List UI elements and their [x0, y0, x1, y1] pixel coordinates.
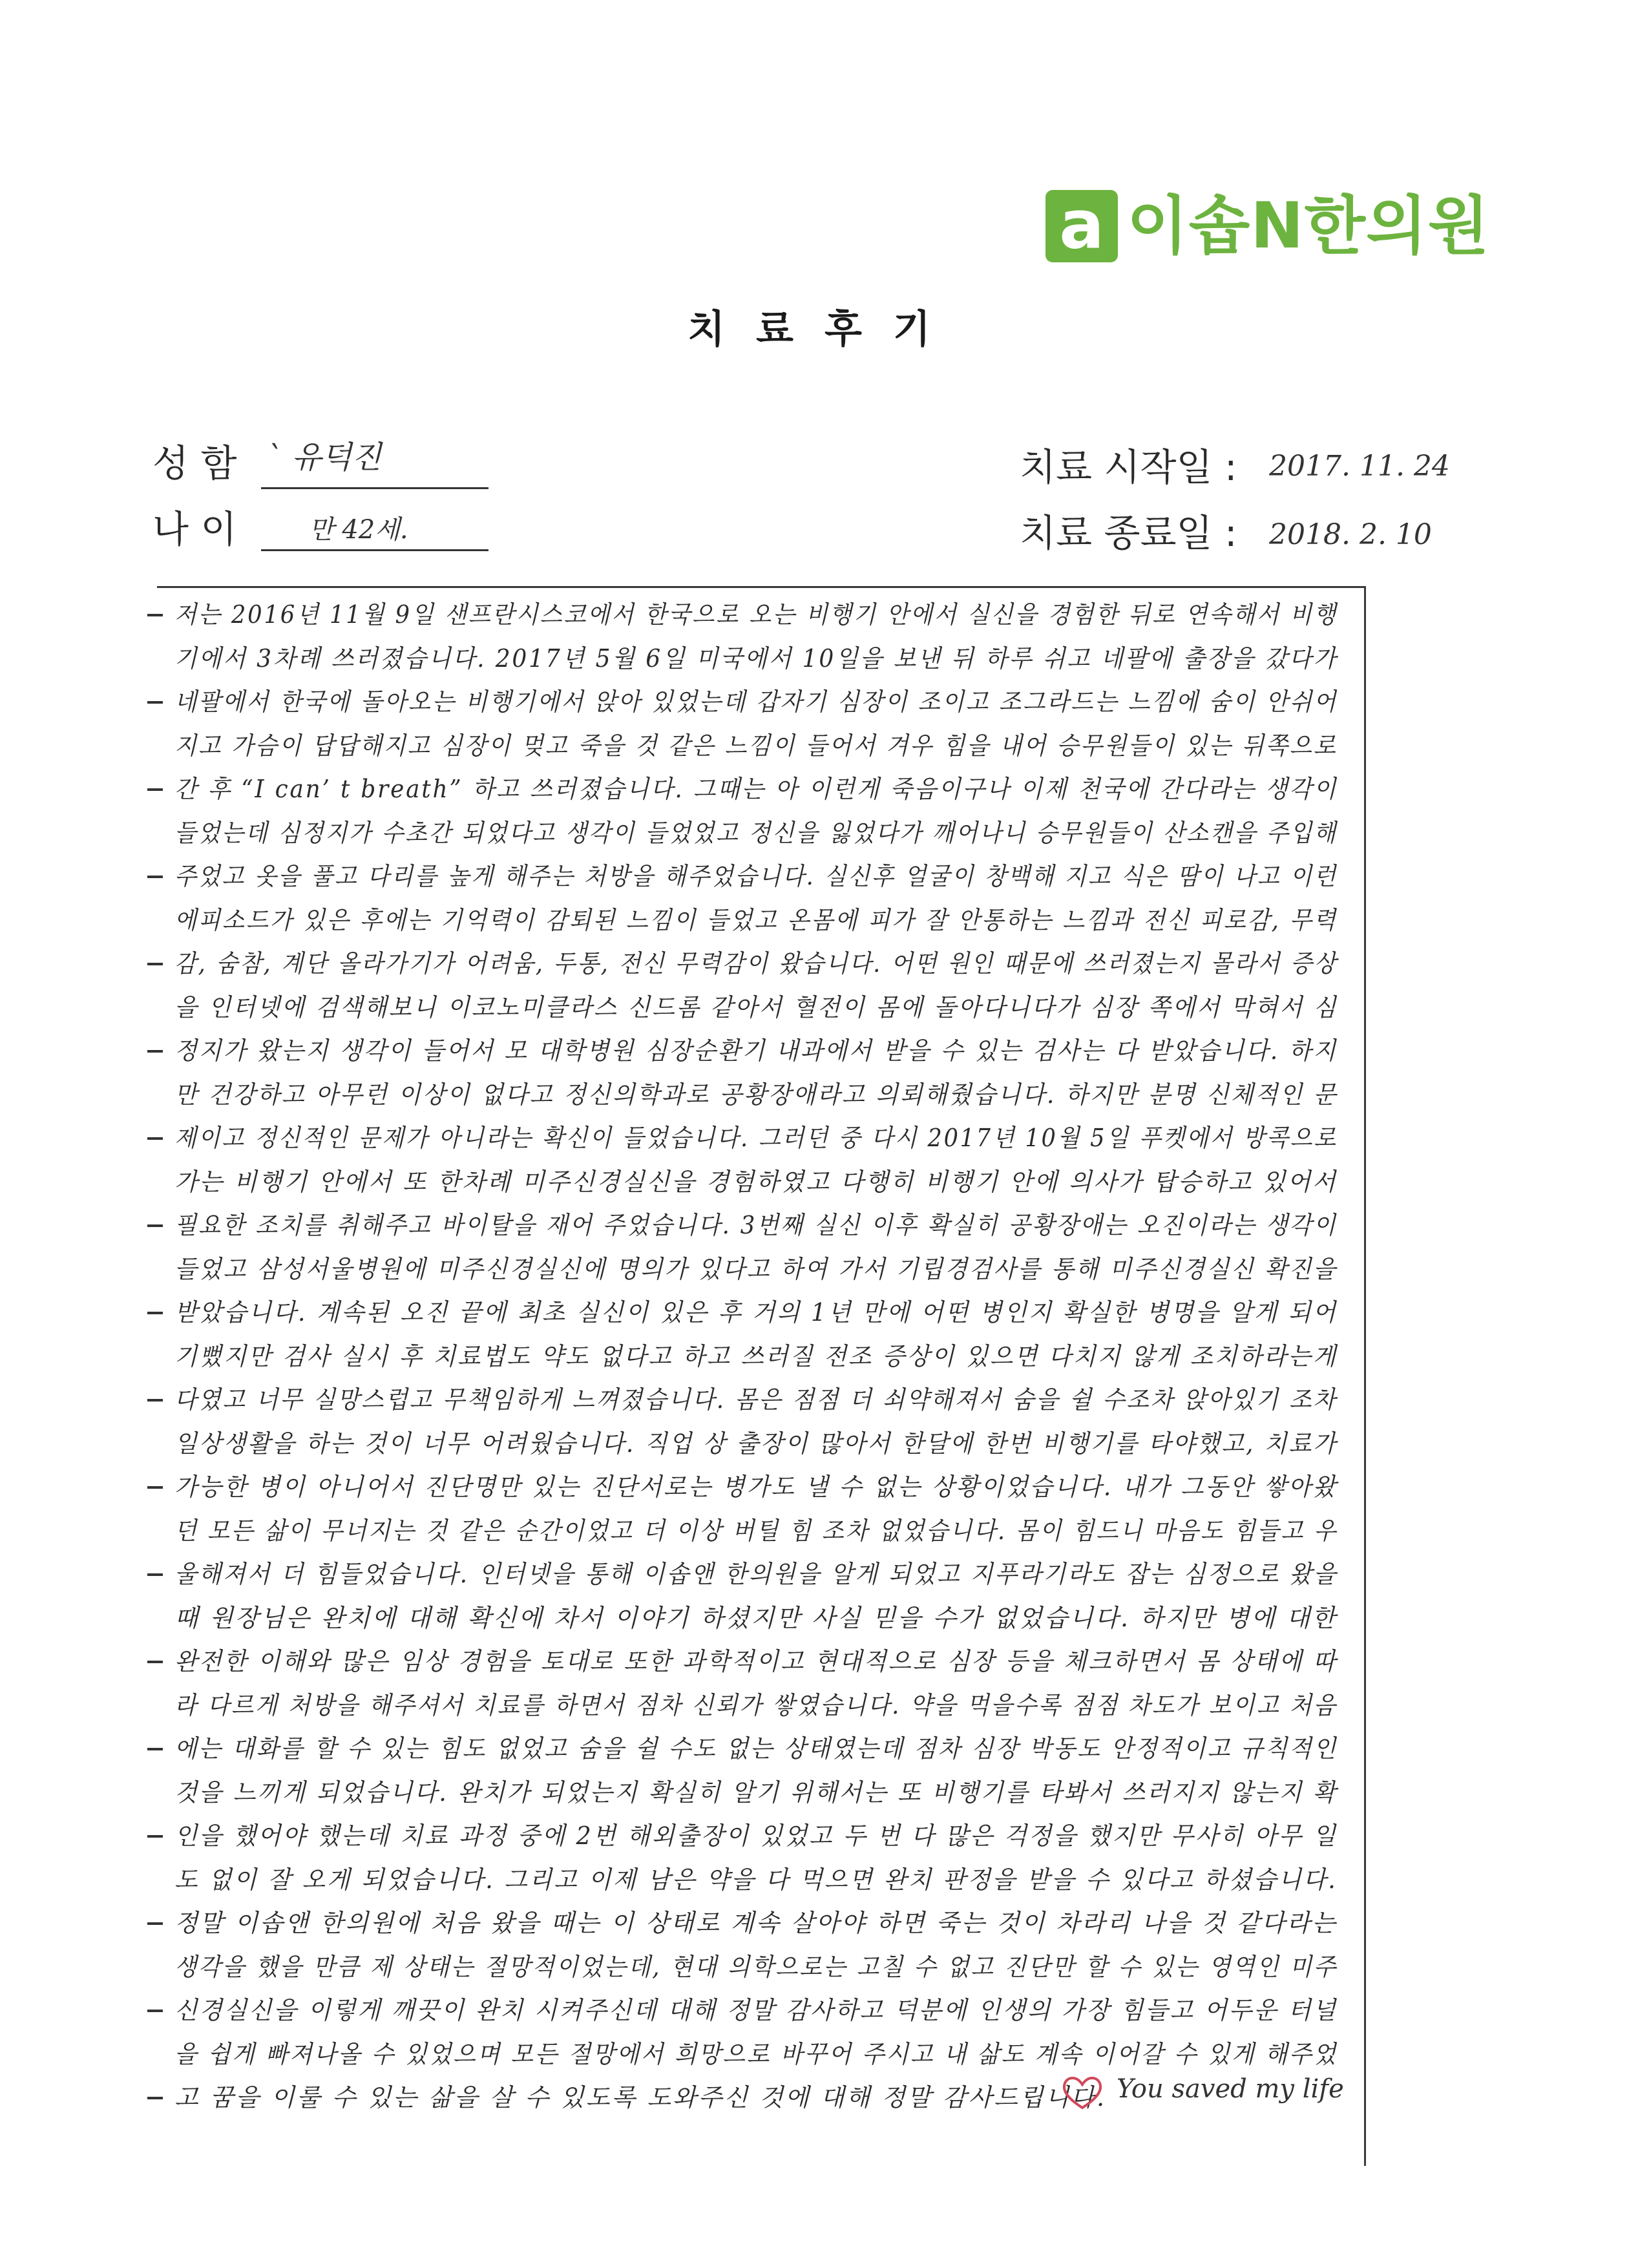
body-line: 필요한 조치를 취해주고 바이탈을 재어 주었습니다. 3번째 실신 이후 확실히 공황장애는 오진이라는 생각이 — [174, 1211, 1338, 1239]
clinic-logo — [1045, 187, 1489, 265]
margin-tick — [147, 1399, 163, 1402]
body-line: 가능한 병이 아니어서 진단명만 있는 진단서로는 병가도 낼 수 없는 상황이었습니다. 내가 그동안 쌓아왔 — [174, 1473, 1338, 1501]
age-label: 나 이 — [152, 507, 237, 551]
end-date-label: 치료 종료일 : — [1020, 511, 1237, 555]
start-date-value: 2017. 11. 24 — [1269, 450, 1450, 483]
margin-tick — [147, 1486, 163, 1489]
body-line: 고 꿈을 이룰 수 있는 삶을 살 수 있도록 도와주신 것에 대해 정말 감사드립니다. — [174, 2083, 1107, 2112]
body-line: 던 모든 삶이 무너지는 것 같은 순간이었고 더 이상 버틸 힘 조차 없었습니다. 몸이 힘드니 마음도 힘들고 우 — [174, 1516, 1338, 1545]
body-line: 정말 이솝앤 한의원에 처음 왔을 때는 이 상태로 계속 살아야 하면 죽는 것이 차라리 나을 것 같다라는 — [174, 1909, 1338, 1937]
body-line: 일상생활을 하는 것이 너무 어려웠습니다. 직업 상 출장이 많아서 한달에 한번 비행기를 타야했고, 치료가 — [174, 1429, 1338, 1458]
heart-icon — [1060, 2074, 1105, 2112]
margin-tick — [147, 1224, 163, 1227]
body-line: 들었고 삼성서울병원에 미주신경실신에 명의가 있다고 하여 가서 기립경검사를 통해 미주신경실신 확진을 — [174, 1254, 1338, 1283]
closing-signature: You saved my life — [1117, 2074, 1344, 2104]
name-underline — [261, 487, 488, 489]
body-line: 다였고 너무 실망스럽고 무책임하게 느껴졌습니다. 몸은 점점 더 쇠약해져서 숨을 쉴 수조차 앉아있기 조차 — [174, 1385, 1338, 1414]
start-date-label: 치료 시작일 : — [1020, 445, 1237, 489]
clinic-name: 이솝N한의원 — [1127, 189, 1490, 263]
body-line: 것을 느끼게 되었습니다. 완치가 되었는지 확실히 알기 위해서는 또 비행기를 타봐서 쓰러지지 않는지 확 — [174, 1778, 1338, 1807]
body-line: 완전한 이해와 많은 임상 경험을 토대로 또한 과학적이고 현대적으로 심장 등을 체크하면서 몸 상태에 따 — [174, 1647, 1338, 1675]
body-line: 받았습니다. 계속된 오진 끝에 최초 실신이 있은 후 거의 1년 만에 어떤 병인지 확실한 병명을 알게 되어 — [174, 1298, 1338, 1327]
age-underline — [261, 549, 488, 551]
margin-tick — [147, 1748, 163, 1750]
body-line: 인을 했어야 했는데 치료 과정 중에 2번 해외출장이 있었고 두 번 다 많은 걱정을 했지만 무사히 아무 일 — [174, 1822, 1338, 1850]
body-line: 신경실신을 이렇게 깨끗이 완치 시켜주신데 대해 정말 감사하고 덕분에 인생의 가장 힘들고 어두운 터널 — [174, 1996, 1338, 2024]
body-line: 생각을 했을 만큼 제 상태는 절망적이었는데, 현대 의학으로는 고칠 수 없고 진단만 할 수 있는 영역인 미주 — [174, 1952, 1338, 1981]
svg-text:a: a — [1059, 190, 1104, 262]
body-line: 기에서 3차례 쓰러졌습니다. 2017년 5월 6일 미국에서 10일을 보낸 뒤 하루 쉬고 네팔에 출장을 갔다가 — [174, 644, 1338, 673]
margin-tick — [147, 2097, 163, 2099]
body-line: 기뻤지만 검사 실시 후 치료법도 약도 없다고 하고 쓰러질 전조 증상이 있으면 다치지 않게 조치하라는게 — [174, 1341, 1338, 1370]
body-line: 을 쉽게 빠져나올 수 있었으며 모든 절망에서 희망으로 바꾸어 주시고 내 삶도 계속 이어갈 수 있게 해주었 — [174, 2039, 1338, 2068]
body-line: 네팔에서 한국에 돌아오는 비행기에서 앉아 있었는데 갑자기 심장이 조이고 조그라드는 느낌에 숨이 안쉬어 — [174, 688, 1338, 716]
body-line: 울해져서 더 힘들었습니다. 인터넷을 통해 이솝앤 한의원을 알게 되었고 지푸라기라도 잡는 심정으로 왔을 — [174, 1560, 1338, 1588]
margin-tick — [147, 614, 163, 616]
body-line: 정지가 왔는지 생각이 들어서 모 대학병원 심장순환기 내과에서 받을 수 있는 검사는 다 받았습니다. 하지 — [174, 1036, 1338, 1065]
body-line: 가는 비행기 안에서 또 한차례 미주신경실신을 경험하였고 다행히 비행기 안에 의사가 탑승하고 있어서 — [174, 1167, 1338, 1196]
document-title: 치료후기 — [688, 307, 961, 352]
margin-tick — [147, 788, 163, 791]
margin-tick — [147, 1050, 163, 1053]
name-value: ` 유덕진 — [266, 439, 382, 476]
body-line: 들었는데 심정지가 수초간 되었다고 생각이 들었었고 정신을 잃었다가 깨어나니 승무원들이 산소캔을 주입해 — [174, 818, 1338, 847]
body-line: 주었고 옷을 풀고 다리를 높게 해주는 처방을 해주었습니다. 실신후 얼굴이 창백해 지고 식은 땀이 나고 이런 — [174, 862, 1338, 890]
margin-tick — [147, 1835, 163, 1838]
body-line: 에피소드가 있은 후에는 기억력이 감퇴된 느낌이 들었고 온몸에 피가 잘 안통하는 느낌과 전신 피로감, 무력 — [174, 905, 1338, 934]
body-line: 도 없이 잘 오게 되었습니다. 그리고 이제 남은 약을 다 먹으면 완치 판정을 받을 수 있다고 하셨습니다. — [174, 1865, 1338, 1894]
body-line: 제이고 정신적인 문제가 아니라는 확신이 들었습니다. 그러던 중 다시 2017년 10월 5일 푸켓에서 방콕으로 — [174, 1124, 1338, 1152]
margin-tick — [147, 1312, 163, 1314]
end-date-value: 2018. 2. 10 — [1269, 518, 1432, 551]
margin-tick — [147, 1137, 163, 1140]
logo-a-icon — [1045, 190, 1118, 262]
body-line: 에는 대화를 할 수 있는 힘도 없었고 숨을 쉴 수도 없는 상태였는데 점차 심장 박동도 안정적이고 규칙적인 — [174, 1734, 1338, 1763]
body-line: 을 인터넷에 검색해보니 이코노미클라스 신드롬 같아서 혈전이 몸에 돌아다니다가 심장 쪽에서 막혀서 심 — [174, 992, 1338, 1022]
margin-tick — [147, 876, 163, 878]
body-line: 만 건강하고 아무런 이상이 없다고 정신의학과로 공황장애라고 의뢰해줬습니다. 하지만 분명 신체적인 문 — [174, 1080, 1338, 1109]
body-line: 지고 가슴이 답답해지고 심장이 멎고 죽을 것 같은 느낌이 들어서 겨우 힘을 내어 승무원들이 있는 뒤쪽으로 — [174, 731, 1338, 760]
margin-tick — [147, 963, 163, 965]
body-line: 라 다르게 처방을 해주셔서 치료를 하면서 점차 신뢰가 쌓였습니다. 약을 먹을수록 점점 차도가 보이고 처음 — [174, 1690, 1338, 1719]
margin-tick — [147, 1661, 163, 1663]
margin-tick — [147, 1573, 163, 1576]
body-line: 감, 숨참, 계단 올라가기가 어려움, 두통, 전신 무력감이 왔습니다. 어떤 원인 때문에 쓰러졌는지 몰라서 증상 — [174, 949, 1338, 978]
margin-tick — [147, 2010, 163, 2012]
age-value: 만 42세. — [309, 515, 408, 545]
name-label: 성 함 — [152, 441, 237, 485]
margin-tick — [147, 1922, 163, 1925]
body-line: 저는 2016년 11월 9일 샌프란시스코에서 한국으로 오는 비행기 안에서 실신을 경험한 뒤로 연속해서 비행 — [174, 600, 1338, 629]
margin-tick — [147, 701, 163, 704]
body-line: 때 원장님은 완치에 대해 확신에 차서 이야기 하셨지만 사실 믿을 수가 없었습니다. 하지만 병에 대한 — [174, 1603, 1338, 1632]
body-line: 간 후 “I can’ t breath” 하고 쓰러졌습니다. 그때는 아 이런게 죽음이구나 이제 천국에 간다라는 생각이 — [174, 775, 1338, 803]
